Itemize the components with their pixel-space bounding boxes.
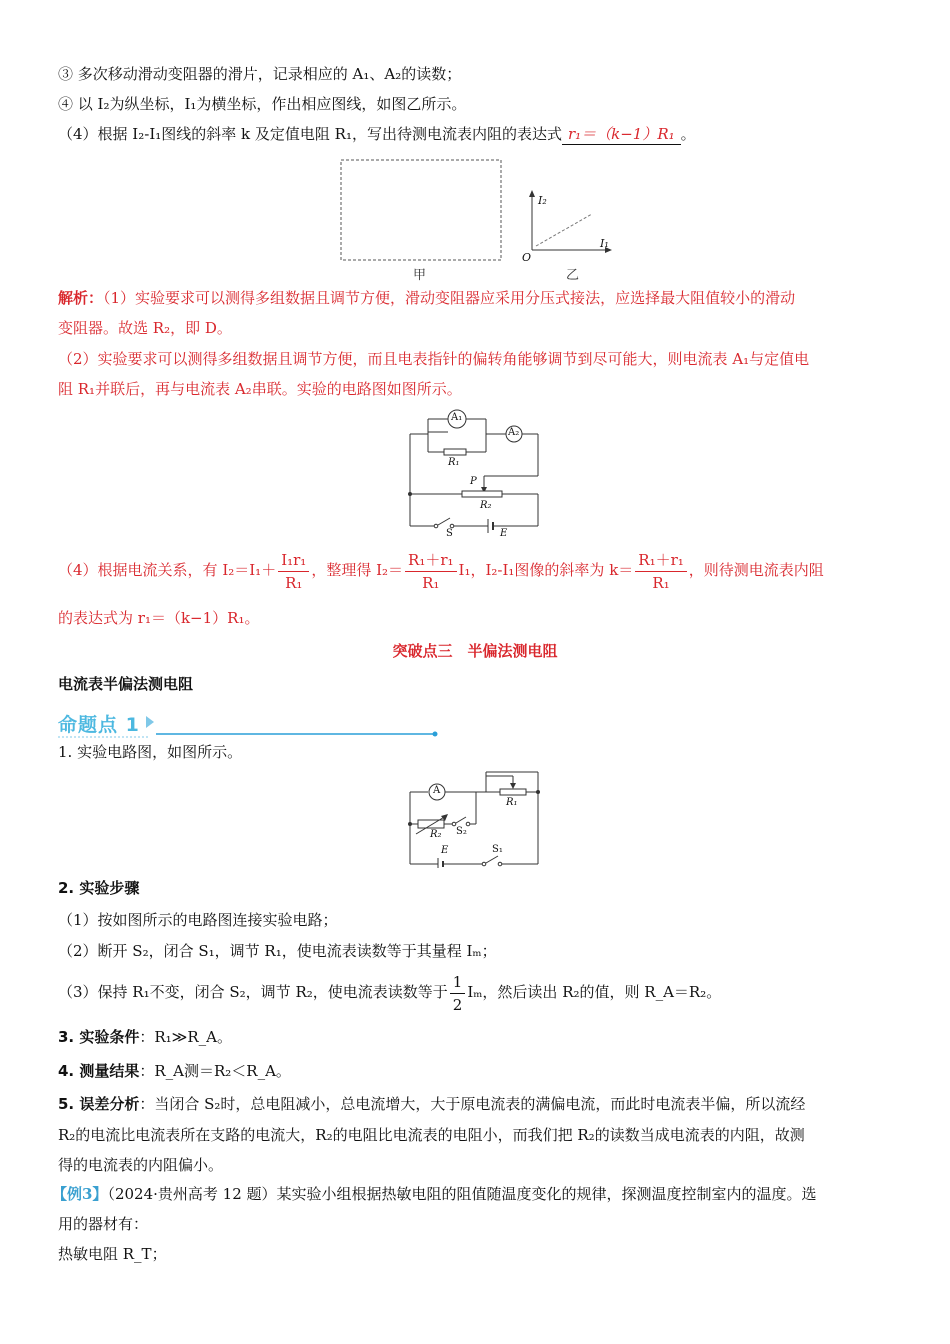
- axis-x-label: I₁: [600, 237, 609, 250]
- error-line2: R₂的电流比电流表所在支路的电流大，R₂的电阻比电流表的电阻小，而我们把 R₂的读数当成电流表的内阻，故测: [58, 1126, 805, 1144]
- error-line1: 5. 误差分析：当闭合 S₂时，总电阻减小，总电流增大，大于原电流表的满偏电流，而此时电流表半偏，所以流经: [58, 1095, 806, 1113]
- fraction-2: $\frac{\text{R₁＋r₁}}{\text{R₁}}$: [405, 549, 457, 594]
- step4-line: ④ 以 I₂为纵坐标，I₁为横坐标，作出相应图线，如图乙所示。: [58, 95, 467, 113]
- analysis-p2-line2: 阻 R₁并联后，再与电流表 A₂串联。实验的电路图如图所示。: [58, 380, 462, 398]
- fraction-1: $\frac{\text{I₁r₁}}{\text{R₁}}$: [278, 549, 309, 594]
- c1-a1: A₁: [451, 412, 463, 423]
- analysis-p2-line1: （2）实验要求可以测得多组数据且调节方便，而且电表指针的偏转角能够调节到尽可能大，则电流表 A₁与定值电: [58, 350, 810, 368]
- c2-r1: R₁: [506, 797, 518, 808]
- origin-label: O: [522, 251, 532, 264]
- c1-r2: R₂: [480, 500, 492, 511]
- step3-line: ③ 多次移动滑动变阻器的滑片，记录相应的 A₁、A₂的读数；: [58, 65, 462, 83]
- analysis-p4-line2: 的表达式为 r₁＝（k−1）R₁。: [58, 609, 260, 627]
- half-fraction: $\frac{1}{2}$: [450, 971, 466, 1016]
- topic-tag: 命题点 1: [58, 714, 140, 736]
- example-line3: 热敏电阻 R_T；: [58, 1245, 167, 1263]
- step-2: （2）断开 S₂，闭合 S₁，调节 R₁，使电流表读数等于其量程 Iₘ；: [58, 942, 497, 960]
- section-subtitle: 电流表半偏法测电阻: [58, 675, 194, 693]
- results-line: 4. 测量结果：R_A测＝R₂＜R_A。: [58, 1062, 291, 1080]
- circuit-diagram-2: [400, 768, 550, 868]
- figure-jia-label: 甲: [413, 268, 427, 283]
- item1: 1. 实验电路图，如图所示。: [58, 743, 243, 761]
- axis-y-label: I₂: [538, 194, 547, 207]
- c1-s: S: [446, 528, 453, 539]
- c1-e: E: [500, 528, 508, 539]
- c2-a: A: [433, 785, 441, 796]
- fraction-3: $\frac{\text{R₁＋r₁}}{\text{R₁}}$: [635, 549, 687, 594]
- analysis-label: 解析：: [58, 289, 104, 307]
- c2-s1: S₁: [492, 844, 503, 855]
- c2-s2: S₂: [456, 826, 467, 837]
- c2-e: E: [441, 845, 449, 856]
- topic-tag-decoration: [58, 706, 448, 740]
- analysis-p4-line1: （4）根据电流关系，有 I₂＝I₁＋ $\frac{\text{I₁r₁}}{\text{R₁}}$ ，整理得 I₂＝ $\frac{\text{R₁＋r₁}}{\text{R₁}}$ I₁，I₂-I₁图像的斜率为 k＝ $\frac{\text{R₁＋r₁}}{\text{R₁}}$ ，则待测电流表内阻: [58, 550, 824, 592]
- step-1: （1）按如图所示的电路图连接实验电路；: [58, 911, 338, 929]
- question4-prefix: （4）根据 I₂-I₁图线的斜率 k 及定值电阻 R₁，写出待测电流表内阻的表达式: [58, 125, 562, 143]
- c1-r1: R₁: [448, 457, 460, 468]
- c1-a2: A₂: [508, 427, 520, 438]
- circuit-diagram-1: [400, 402, 550, 542]
- step-3: （3）保持 R₁不变，闭合 S₂，调节 R₂，使电流表读数等于 $\frac{1}{2}$ Iₘ，然后读出 R₂的值，则 R_A＝R₂。: [58, 972, 722, 1014]
- conditions-line: 3. 实验条件：R₁≫R_A。: [58, 1028, 232, 1046]
- c1-p: P: [470, 476, 477, 487]
- question4-suffix: 。: [680, 125, 696, 143]
- question4-line: [58, 124, 696, 145]
- error-line3: 得的电流表的内阻偏小。: [58, 1156, 224, 1174]
- analysis-p1-line1: 解析：（1）实验要求可以测得多组数据且调节方便，滑动变阻器应采用分压式接法，应选择最大阻值较小的滑动: [58, 289, 796, 307]
- section-title: 突破点三 半偏法测电阻: [392, 642, 558, 660]
- example-line1: 【例3】（2024·贵州高考 12 题）某实验小组根据热敏电阻的阻值随温度变化的规律，探测温度控制室内的温度。选: [52, 1185, 817, 1203]
- example-tag: 【例3】: [52, 1185, 108, 1203]
- c2-r2: R₂: [430, 829, 442, 840]
- steps-heading: 2. 实验步骤: [58, 879, 140, 897]
- analysis-p1-line2: 变阻器。故选 R₂，即 D。: [58, 319, 232, 337]
- question4-answer: r₁＝（k−1）R₁: [562, 124, 681, 145]
- figure-yi-label: 乙: [566, 268, 580, 283]
- example-line2: 用的器材有：: [58, 1215, 149, 1233]
